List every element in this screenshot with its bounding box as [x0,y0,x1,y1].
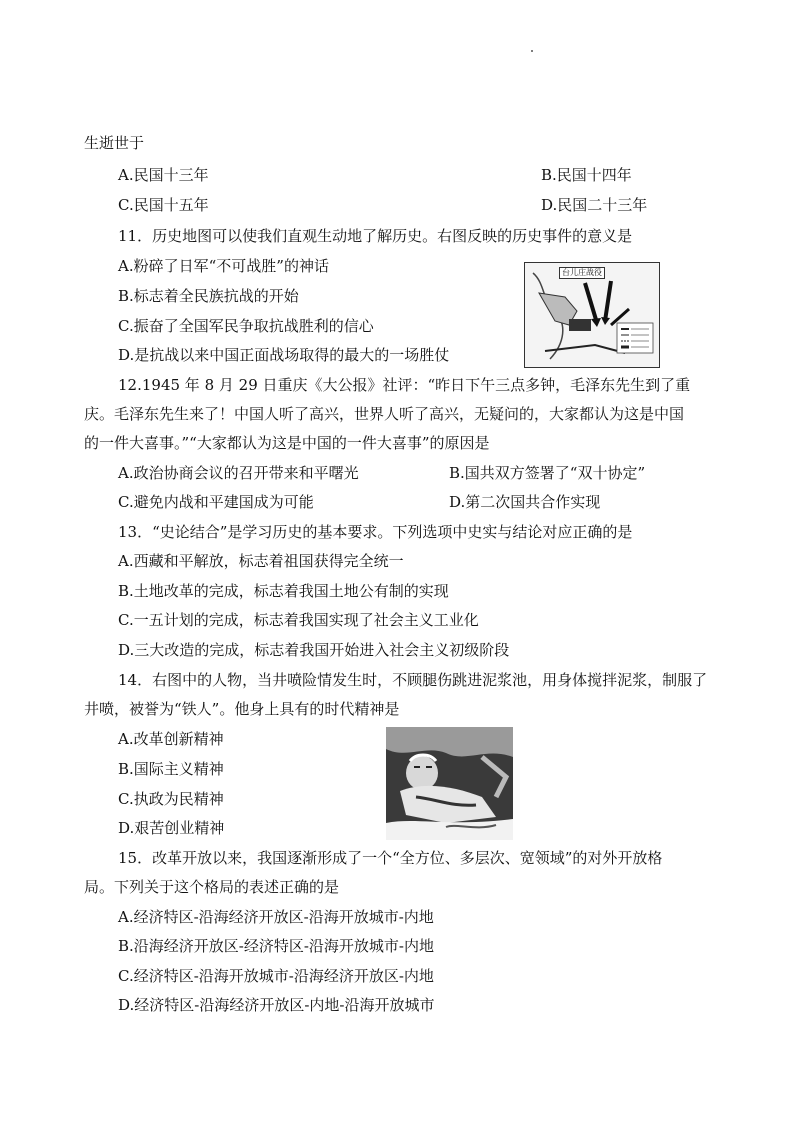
q15-stem-line1: 15．改革开放以来，我国逐渐形成了一个“全方位、多层次、宽领域”的对外开放格 [118,849,663,867]
q12-stem-line1: 12.1945 年 8 月 29 日重庆《大公报》社评：“昨日下午三点多钟，毛泽东先生到了重 [118,376,691,394]
q12-stem-line2: 庆。毛泽东先生来了！中国人听了高兴，世界人听了高兴，无疑问的，大家都认为这是中国 [84,405,685,423]
q11-option-a: A.粉碎了日军“不可战胜”的神话 [118,257,329,275]
battle-map-figure [524,262,660,368]
q15-stem-line2: 局。下列关于这个格局的表述正确的是 [84,878,340,896]
q15-option-b: B.沿海经济开放区-经济特区-沿海开放城市-内地 [118,937,434,955]
iron-man-photo-drawing [386,727,513,840]
iron-man-photo [386,727,513,840]
q13-option-c: C.一五计划的完成，标志着我国实现了社会主义工业化 [118,611,479,629]
q13-option-d: D.三大改造的完成，标志着我国开始进入社会主义初级阶段 [118,641,510,659]
q10-option-c: C.民国十五年 [118,196,209,214]
q12-option-c: C.避免内战和平建国成为可能 [118,493,314,511]
q10-continuation: 生逝世于 [84,134,145,152]
q15-option-c: C.经济特区-沿海开放城市-沿海经济开放区-内地 [118,967,434,985]
q14-option-c: C.执政为民精神 [118,790,224,808]
q13-option-a: A.西藏和平解放，标志着祖国获得完全统一 [118,552,404,570]
q11-option-b: B.标志着全民族抗战的开始 [118,287,299,305]
q11-option-c: C.振奋了全国军民争取抗战胜利的信心 [118,317,374,335]
scan-speck [531,50,533,52]
q10-option-b: B.民国十四年 [541,166,632,184]
q13-stem: 13．“史论结合”是学习历史的基本要求。下列选项中史实与结论对应正确的是 [118,523,633,541]
q14-option-b: B.国际主义精神 [118,760,224,778]
map-title: 台儿庄战役 [559,267,605,279]
q11-option-d: D.是抗战以来中国正面战场取得的最大的一场胜仗 [118,346,450,364]
q13-option-b: B.土地改革的完成，标志着我国土地公有制的实现 [118,582,449,600]
q10-option-d: D.民国二十三年 [541,196,648,214]
q14-stem-line2: 井喷，被誉为“铁人”。他身上具有的时代精神是 [84,700,400,718]
q12-option-d: D.第二次国共合作实现 [449,493,601,511]
q14-option-d: D.艰苦创业精神 [118,819,225,837]
q15-option-d: D.经济特区-沿海经济开放区-内地-沿海开放城市 [118,996,435,1014]
q15-option-a: A.经济特区-沿海经济开放区-沿海开放城市-内地 [118,908,434,926]
q14-stem-line1: 14．右图中的人物，当井喷险情发生时，不顾腿伤跳进泥浆池，用身体搅拌泥浆，制服了 [118,671,708,689]
q14-option-a: A.改革创新精神 [118,730,224,748]
q12-option-a: A.政治协商会议的召开带来和平曙光 [118,464,359,482]
q12-option-b: B.国共双方签署了“双十协定” [449,464,646,482]
q10-option-a: A.民国十三年 [118,166,209,184]
q11-stem: 11．历史地图可以使我们直观生动地了解历史。右图反映的历史事件的意义是 [118,227,633,245]
q12-stem-line3: 的一件大喜事。”“大家都认为这是中国的一件大喜事”的原因是 [84,434,490,452]
